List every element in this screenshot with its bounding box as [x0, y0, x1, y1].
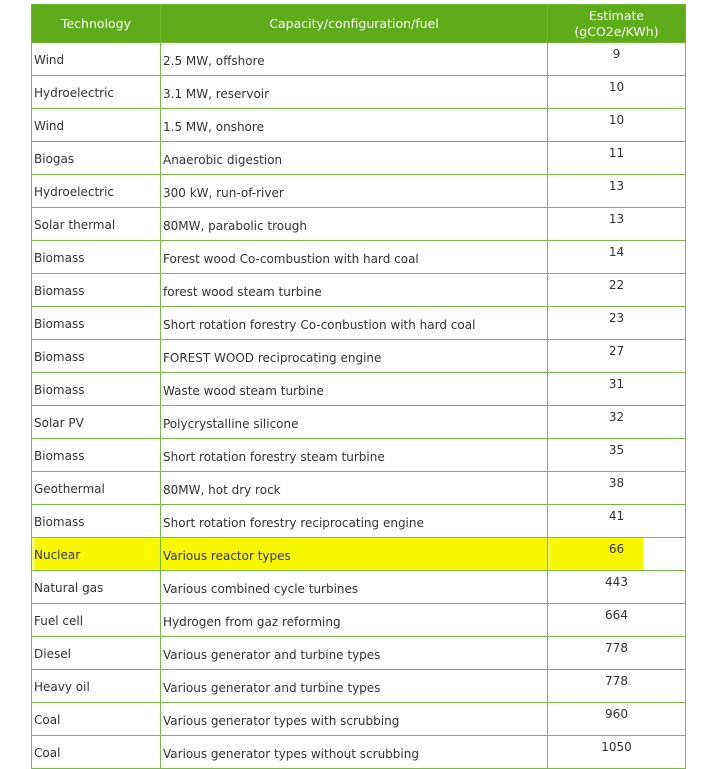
- table-row: [32, 637, 686, 670]
- table-row: [32, 736, 686, 769]
- header-capacity: Capacity/configuration/fuel: [161, 5, 548, 43]
- table-row: [32, 406, 686, 439]
- technology-cell: Biomass: [32, 373, 161, 406]
- technology-cell: Biomass: [32, 340, 161, 373]
- capacity-cell: Various combined cycle turbines: [161, 571, 548, 604]
- table-row: [32, 670, 686, 703]
- technology-cell: Heavy oil: [32, 670, 161, 703]
- estimate-cell: 13: [548, 175, 686, 208]
- technology-cell: Coal: [32, 703, 161, 736]
- capacity-cell: Hydrogen from gaz reforming: [161, 604, 548, 637]
- estimate-cell: 23: [548, 307, 686, 340]
- estimate-cell: 35: [548, 439, 686, 472]
- estimate-cell: 13: [548, 208, 686, 241]
- capacity-cell: 80MW, parabolic trough: [161, 208, 548, 241]
- capacity-cell: Short rotation forestry steam turbine: [161, 439, 548, 472]
- estimate-cell: 10: [548, 109, 686, 142]
- header-estimate-line2: (gCO2e/KWh): [574, 23, 659, 39]
- technology-cell: Diesel: [32, 637, 161, 670]
- capacity-cell: forest wood steam turbine: [161, 274, 548, 307]
- capacity-cell: 3.1 MW, reservoir: [161, 76, 548, 109]
- header-technology: Technology: [32, 5, 161, 43]
- technology-cell: Biomass: [32, 307, 161, 340]
- technology-cell: Solar thermal: [32, 208, 161, 241]
- table-row: [32, 175, 686, 208]
- emissions-table: [31, 4, 686, 769]
- table-row: [32, 703, 686, 736]
- estimate-cell: 27: [548, 340, 686, 373]
- technology-cell: Biomass: [32, 439, 161, 472]
- table-header: [32, 5, 686, 43]
- capacity-cell: Short rotation forestry Co-conbustion with hard coal: [161, 307, 548, 340]
- table-row: [32, 76, 686, 109]
- technology-cell: Fuel cell: [32, 604, 161, 637]
- table-row: [32, 340, 686, 373]
- estimate-cell: 22: [548, 274, 686, 307]
- capacity-cell: 80MW, hot dry rock: [161, 472, 548, 505]
- table-row: [32, 142, 686, 175]
- table-row: [32, 604, 686, 637]
- technology-cell: Biomass: [32, 274, 161, 307]
- capacity-cell: Various generator and turbine types: [161, 670, 548, 703]
- technology-cell: Nuclear: [32, 538, 161, 571]
- table-row-highlighted: [32, 538, 686, 571]
- estimate-cell: 1050: [548, 736, 686, 769]
- technology-cell: Solar PV: [32, 406, 161, 439]
- header-estimate-line1: Estimate: [588, 7, 645, 23]
- table-row: [32, 241, 686, 274]
- estimate-cell: 38: [548, 472, 686, 505]
- capacity-cell: 2.5 MW, offshore: [161, 43, 548, 76]
- table-row: [32, 208, 686, 241]
- technology-cell: Natural gas: [32, 571, 161, 604]
- technology-cell: Wind: [32, 109, 161, 142]
- estimate-cell: 66: [548, 538, 686, 571]
- table-row: [32, 472, 686, 505]
- estimate-cell: 443: [548, 571, 686, 604]
- header-row: [32, 5, 686, 43]
- capacity-cell: FOREST WOOD reciprocating engine: [161, 340, 548, 373]
- technology-cell: Hydroelectric: [32, 76, 161, 109]
- estimate-cell: 664: [548, 604, 686, 637]
- table-row: [32, 307, 686, 340]
- header-estimate: [548, 5, 686, 43]
- estimate-cell: 32: [548, 406, 686, 439]
- estimate-cell: 11: [548, 142, 686, 175]
- technology-cell: Geothermal: [32, 472, 161, 505]
- estimate-cell: 41: [548, 505, 686, 538]
- capacity-cell: Short rotation forestry reciprocating engine: [161, 505, 548, 538]
- capacity-cell: Various generator types with scrubbing: [161, 703, 548, 736]
- technology-cell: Biomass: [32, 241, 161, 274]
- table-row: [32, 274, 686, 307]
- table-body: [32, 43, 686, 769]
- table-row: [32, 43, 686, 76]
- estimate-cell: 778: [548, 637, 686, 670]
- capacity-cell: 300 kW, run-of-river: [161, 175, 548, 208]
- estimate-cell: 10: [548, 76, 686, 109]
- estimate-cell: 778: [548, 670, 686, 703]
- capacity-cell: Various reactor types: [161, 538, 548, 571]
- technology-cell: Hydroelectric: [32, 175, 161, 208]
- technology-cell: Wind: [32, 43, 161, 76]
- estimate-cell: 9: [548, 43, 686, 76]
- capacity-cell: Waste wood steam turbine: [161, 373, 548, 406]
- estimate-cell: 14: [548, 241, 686, 274]
- technology-cell: Biomass: [32, 505, 161, 538]
- technology-cell: Coal: [32, 736, 161, 769]
- table-row: [32, 571, 686, 604]
- capacity-cell: Various generator and turbine types: [161, 637, 548, 670]
- table-row: [32, 505, 686, 538]
- estimate-cell: 960: [548, 703, 686, 736]
- capacity-cell: Various generator types without scrubbing: [161, 736, 548, 769]
- capacity-cell: 1.5 MW, onshore: [161, 109, 548, 142]
- capacity-cell: Forest wood Co-combustion with hard coal: [161, 241, 548, 274]
- technology-cell: Biogas: [32, 142, 161, 175]
- table-row: [32, 439, 686, 472]
- estimate-cell: 31: [548, 373, 686, 406]
- capacity-cell: Anaerobic digestion: [161, 142, 548, 175]
- table-row: [32, 109, 686, 142]
- capacity-cell: Polycrystalline silicone: [161, 406, 548, 439]
- table-row: [32, 373, 686, 406]
